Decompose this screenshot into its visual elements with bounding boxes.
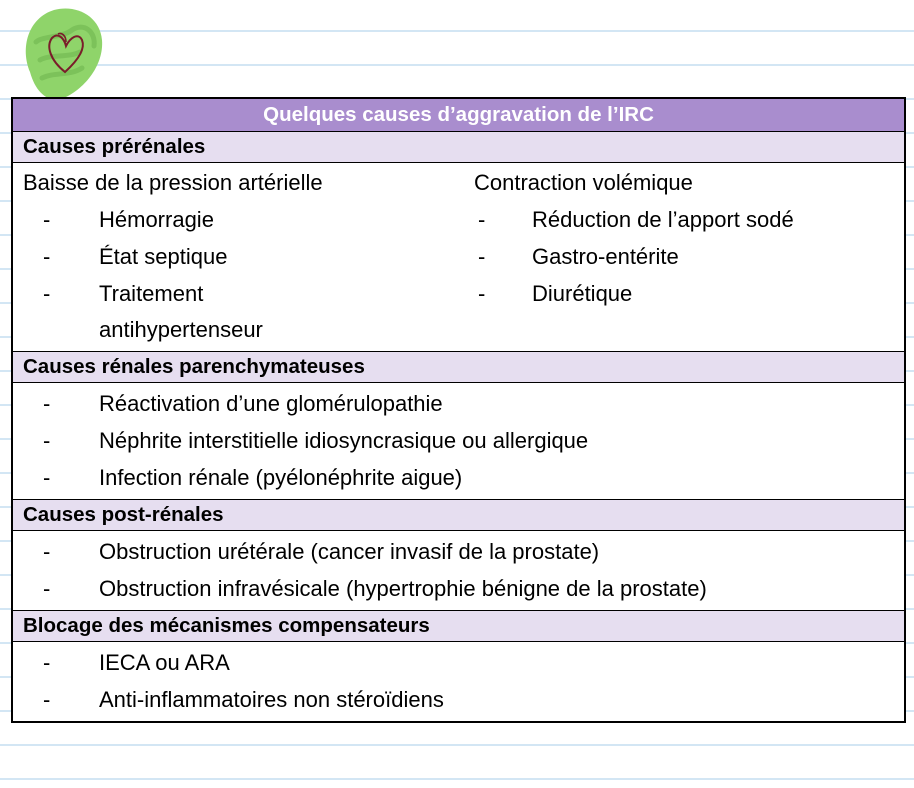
section-row-blocking [12,611,905,642]
list-item [13,275,462,312]
list-item [462,201,904,238]
list-item-text: Anti-inflammatoires non stéroïdiens [99,687,444,712]
list-item-text: Réactivation d’une glomérulopathie [99,391,443,416]
list-item-continuation [13,312,462,348]
title-row [12,98,905,132]
prerenal-right-column [462,163,905,352]
section-heading: Blocage des mécanismes compensateurs [12,611,905,642]
section-heading: Causes prérénales [12,132,905,163]
list-item-text: Néphrite interstitielle idiosyncrasique ou allergique [99,428,589,453]
list-item-text: Gastro-entérite [532,244,679,269]
section-heading: Causes rénales parenchymateuses [12,352,905,383]
list-item-text: Hémorragie [99,207,214,232]
postrenal-content-row [12,531,905,611]
list-item-text: antihypertenseur [99,317,263,342]
bullet-dash: - [43,465,51,490]
bullet-dash: - [478,281,486,306]
bullet-dash: - [478,244,486,269]
subheading: Contraction volémique [474,170,693,195]
list-item-text: Infection rénale (pyélonéphrite aigue) [99,465,463,490]
section-row-renal [12,352,905,383]
heart-sticker-icon [16,2,108,106]
bullet-dash: - [43,539,51,564]
table-title: Quelques causes d’aggravation de l’IRC [12,98,905,132]
list-item-text: Réduction de l’apport sodé [532,207,794,232]
bullet-dash: - [43,687,51,712]
blocking-list [12,642,905,723]
list-item [13,385,904,422]
list-item-text: État septique [99,244,228,269]
list-item [13,570,904,607]
prerenal-content-row [12,163,905,352]
subheading: Baisse de la pression artérielle [23,170,323,195]
bullet-dash: - [43,207,51,232]
list-item-text: Obstruction infravésicale (hypertrophie bénigne de la prostate) [99,576,707,601]
prerenal-left-column [12,163,462,352]
list-item [13,459,904,496]
section-row-prerenal [12,132,905,163]
blocking-content-row [12,642,905,723]
list-item [13,681,904,718]
bullet-dash: - [43,650,51,675]
list-item [13,422,904,459]
bullet-dash: - [478,207,486,232]
list-item-text: Traitement [99,281,204,306]
renal-content-row [12,383,905,500]
list-item [462,275,904,312]
bullet-dash: - [43,576,51,601]
list-item-text: Obstruction urétérale (cancer invasif de la prostate) [99,539,600,564]
list-item [13,533,904,570]
bullet-dash: - [43,391,51,416]
list-item [13,644,904,681]
renal-list [12,383,905,500]
section-row-postrenal [12,500,905,531]
list-item [13,201,462,238]
bullet-dash: - [43,281,51,306]
bullet-dash: - [43,428,51,453]
section-heading: Causes post-rénales [12,500,905,531]
postrenal-list [12,531,905,611]
causes-table [11,97,906,723]
list-item [462,238,904,275]
list-item-text: Diurétique [532,281,633,306]
list-item [13,238,462,275]
bullet-dash: - [43,244,51,269]
list-item-text: IECA ou ARA [99,650,230,675]
